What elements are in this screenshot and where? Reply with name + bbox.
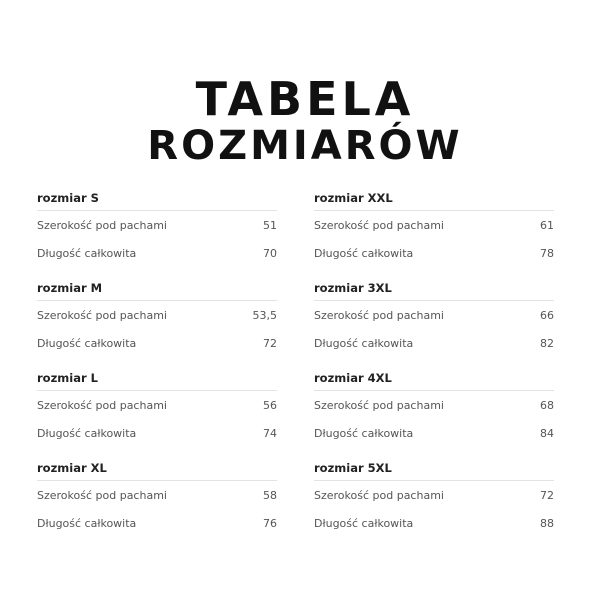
measurement-value: 58 [263,488,277,502]
size-column-left [37,188,277,548]
measurement-row-total-length [37,239,277,267]
measurement-label: Długość całkowita [37,336,137,350]
size-group-3xl [314,278,554,368]
measurement-label: Szerokość pod pachami [37,488,167,502]
measurement-label: Szerokość pod pachami [37,218,167,232]
measurement-value: 72 [540,488,554,502]
size-column-right [314,188,554,548]
measurement-value: 82 [540,336,554,350]
measurement-row-total-length [314,419,554,447]
measurement-label: Szerokość pod pachami [37,398,167,412]
measurement-label: Długość całkowita [314,516,414,530]
size-heading: rozmiar M [37,278,277,301]
measurement-row-chest-width [314,301,554,329]
size-heading: rozmiar XXL [314,188,554,211]
measurement-value: 68 [540,398,554,412]
measurement-row-total-length [314,239,554,267]
measurement-label: Długość całkowita [37,516,137,530]
measurement-value: 51 [263,218,277,232]
measurement-row-total-length [37,419,277,447]
measurement-label: Długość całkowita [314,246,414,260]
measurement-label: Długość całkowita [37,246,137,260]
size-group-5xl [314,458,554,548]
measurement-value: 88 [540,516,554,530]
size-heading: rozmiar 5XL [314,458,554,481]
measurement-value: 66 [540,308,554,322]
size-heading: rozmiar XL [37,458,277,481]
measurement-row-chest-width [37,481,277,509]
measurement-value: 72 [263,336,277,350]
measurement-row-chest-width [314,481,554,509]
measurement-value: 53,5 [252,308,277,322]
size-group-l [37,368,277,458]
size-group-s [37,188,277,278]
page-title-line-2: ROZMIARÓW [147,123,463,169]
measurement-value: 84 [540,426,554,440]
size-group-xl [37,458,277,548]
size-heading: rozmiar 3XL [314,278,554,301]
size-heading: rozmiar S [37,188,277,211]
size-group-4xl [314,368,554,458]
measurement-row-total-length [37,329,277,357]
measurement-label: Szerokość pod pachami [314,488,444,502]
measurement-row-total-length [314,509,554,537]
measurement-value: 61 [540,218,554,232]
measurement-value: 76 [263,516,277,530]
measurement-label: Szerokość pod pachami [314,218,444,232]
measurement-row-chest-width [37,301,277,329]
size-group-xxl [314,188,554,278]
measurement-row-chest-width [314,391,554,419]
measurement-label: Długość całkowita [37,426,137,440]
measurement-row-chest-width [314,211,554,239]
measurement-row-total-length [37,509,277,537]
measurement-label: Szerokość pod pachami [314,398,444,412]
measurement-row-chest-width [37,391,277,419]
measurement-row-total-length [314,329,554,357]
size-heading: rozmiar L [37,368,277,391]
measurement-label: Długość całkowita [314,426,414,440]
measurement-value: 56 [263,398,277,412]
measurement-value: 70 [263,246,277,260]
size-group-m [37,278,277,368]
size-heading: rozmiar 4XL [314,368,554,391]
measurement-label: Długość całkowita [314,336,414,350]
measurement-label: Szerokość pod pachami [314,308,444,322]
page-title-line-1: TABELA [195,72,415,126]
measurement-value: 74 [263,426,277,440]
measurement-label: Szerokość pod pachami [37,308,167,322]
measurement-value: 78 [540,246,554,260]
measurement-row-chest-width [37,211,277,239]
